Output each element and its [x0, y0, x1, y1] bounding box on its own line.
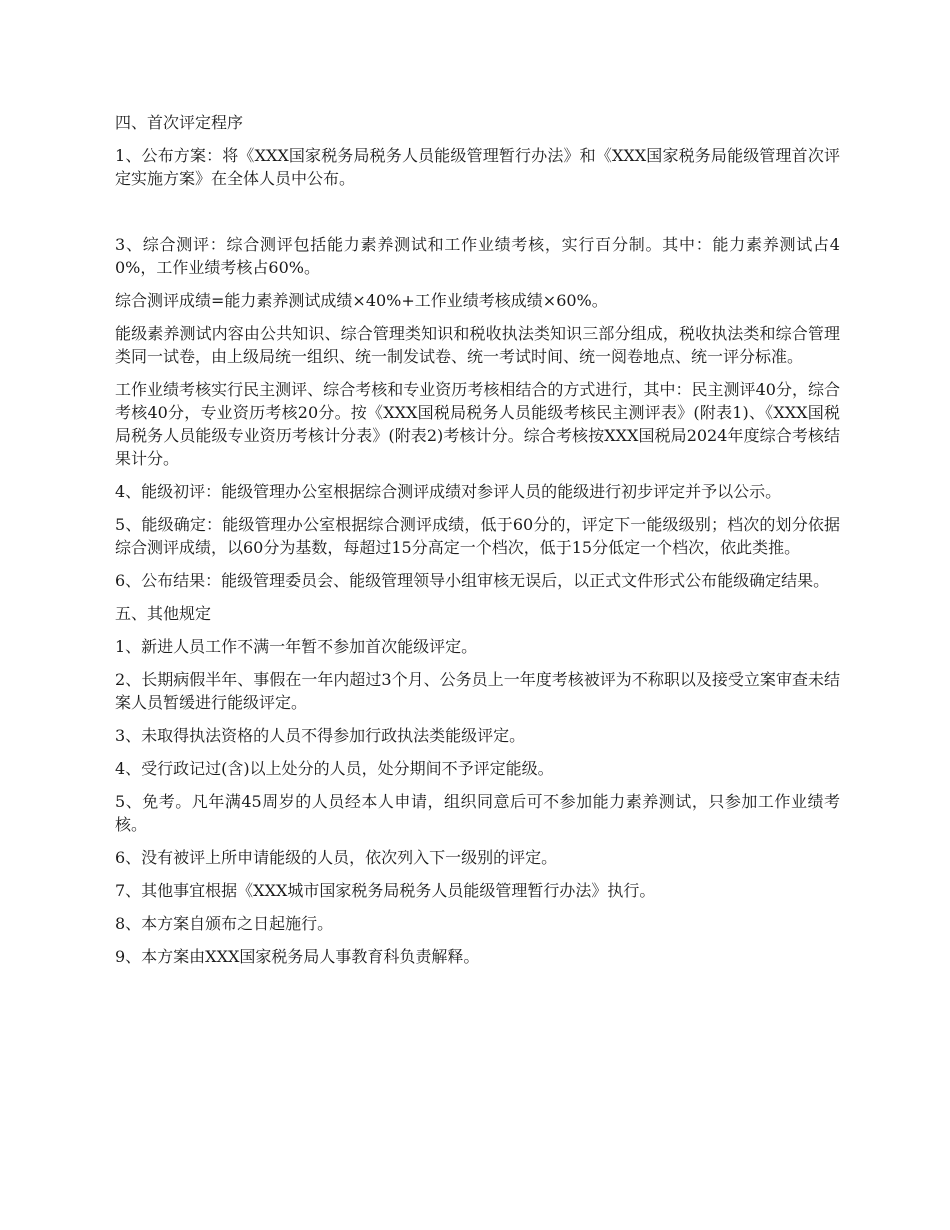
paragraph-rule-2: 2、长期病假半年、事假在一年内超过3个月、公务员上一年度考核被评为不称职以及接受立案审查未结案人员暂缓进行能级评定。 [115, 670, 840, 712]
paragraph-initial-rating: 4、能级初评：能级管理办公室根据综合测评成绩对参评人员的能级进行初步评定并予以公示。 [115, 482, 782, 501]
paragraph-publish-results: 6、公布结果：能级管理委员会、能级管理领导小组审核无误后，以正式文件形式公布能级确定结果。 [115, 571, 830, 590]
paragraph-rule-9: 9、本方案由XXX国家税务局人事教育科负责解释。 [115, 947, 480, 966]
paragraph-ability-test: 能级素养测试内容由公共知识、综合管理类知识和税收执法类知识三部分组成，税收执法类和综合管理类同一试卷，由上级局统一组织、统一制发试卷、统一考试时间、统一阅卷地点、统一评分标准。 [115, 324, 840, 366]
paragraph-level-determination: 5、能级确定：能级管理办公室根据综合测评成绩，低于60分的，评定下一能级级别；档次的划分依据综合测评成绩，以60分为基数，每超过15分高定一个档次，低于15分低定一个档次，依此类推。 [115, 515, 840, 557]
paragraph-score-formula: 综合测评成绩=能力素养测试成绩×40%+工作业绩考核成绩×60%。 [115, 291, 608, 310]
document-body [115, 111, 840, 978]
paragraph-rule-8: 8、本方案自颁布之日起施行。 [115, 914, 334, 933]
section-heading-other-rules: 五、其他规定 [115, 604, 212, 623]
section-heading-procedure: 四、首次评定程序 [115, 113, 244, 132]
paragraph-rule-1: 1、新进人员工作不满一年暂不参加首次能级评定。 [115, 637, 478, 656]
paragraph-rule-7: 7、其他事宜根据《XXX城市国家税务局税务人员能级管理暂行办法》执行。 [115, 881, 656, 900]
paragraph-publish-plan: 1、公布方案：将《XXX国家税务局税务人员能级管理暂行办法》和《XXX国家税务局能级管理首次评定实施方案》在全体人员中公布。 [115, 146, 840, 188]
paragraph-rule-6: 6、没有被评上所申请能级的人员，依次列入下一级别的评定。 [115, 848, 558, 867]
paragraph-rule-4: 4、受行政记过(含)以上处分的人员，处分期间不予评定能级。 [115, 759, 554, 778]
paragraph-comprehensive-evaluation: 3、综合测评：综合测评包括能力素养测试和工作业绩考核，实行百分制。其中：能力素养测试占40%，工作业绩考核占60%。 [115, 235, 840, 277]
paragraph-performance-assessment: 工作业绩考核实行民主测评、综合考核和专业资历考核相结合的方式进行，其中：民主测评40分，综合考核40分，专业资历考核20分。按《XXX国税局税务人员能级考核民主测评表》(附表1)、《XXX国税局税务人员能级专业资历考核计分表》(附表2)考核计分。综合考核按XXX国税局2024年度综合考核结果计分。 [115, 380, 840, 468]
paragraph-rule-3: 3、未取得执法资格的人员不得参加行政执法类能级评定。 [115, 726, 526, 745]
paragraph-rule-5: 5、免考。凡年满45周岁的人员经本人申请，组织同意后可不参加能力素养测试，只参加工作业绩考核。 [115, 792, 840, 834]
